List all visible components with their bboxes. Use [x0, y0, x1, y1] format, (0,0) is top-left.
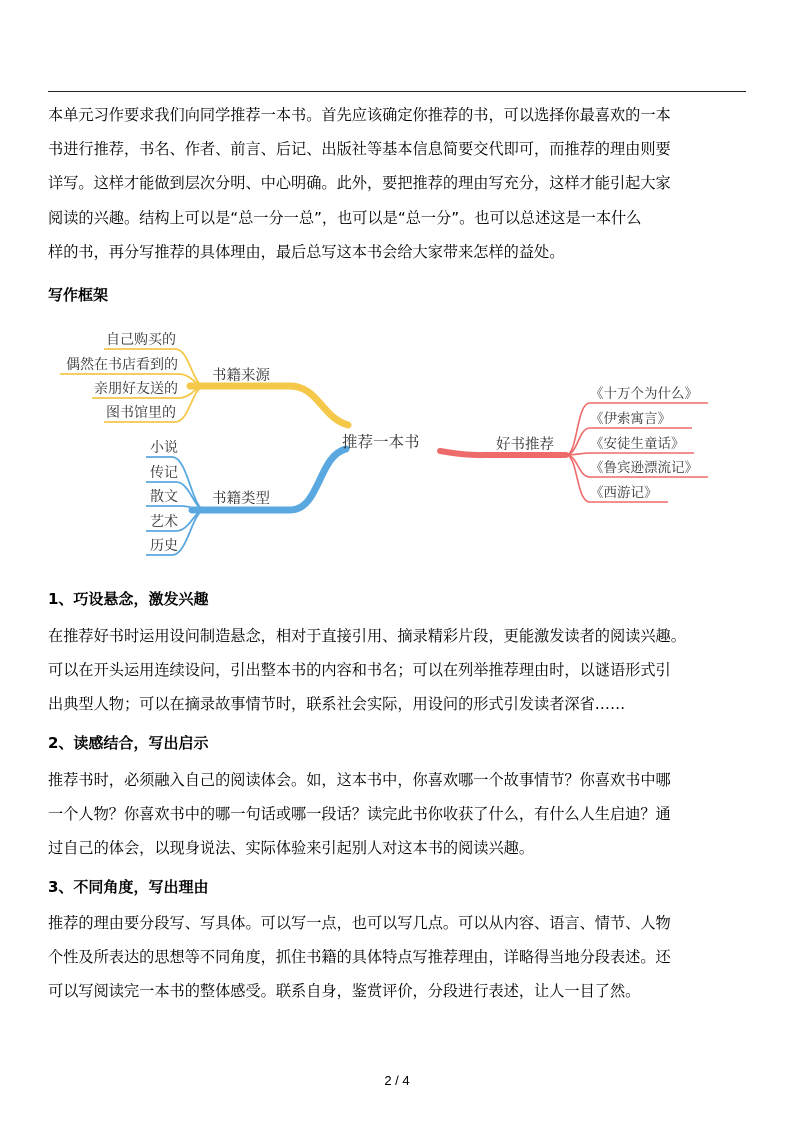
section-paragraph: [48, 763, 748, 866]
section-line: 过自己的体会，以现身说法、实际体验来引起别人对这本书的阅读兴趣。: [48, 839, 534, 858]
section-line: 可以在开头运用连续设问，引出整本书的内容和书名；可以在列举推荐理由时，以谜语形式引: [48, 661, 671, 680]
intro-line: 样的书，再分写推荐的具体理由，最后总写这本书会给大家带来怎样的益处。: [48, 242, 565, 261]
type-item: 散文: [150, 489, 178, 505]
intro-line: 详写。这样才能做到层次分明、中心明确。此外，要把推荐的理由写充分，这样才能引起大家: [48, 174, 671, 193]
mindmap-type-branch: [146, 440, 346, 555]
source-item: 亲朋好友送的: [94, 381, 178, 397]
section-line: 在推荐好书时运用设问制造悬念，相对于直接引用、摘录精彩片段，更能激发读者的阅读兴趣。: [48, 627, 686, 645]
type-item: 艺术: [150, 514, 178, 530]
source-item: 自己购买的: [106, 332, 176, 348]
section-line: 出典型人物；可以在摘录故事情节时，联系社会实际，用设问的形式引发读者深省……: [48, 695, 626, 714]
intro-line: 本单元习作要求我们向同学推荐一本书。首先应该确定你推荐的书，可以选择你最喜欢的一本: [48, 106, 671, 124]
section-line: 推荐书时，必须融入自己的阅读体会。如，这本书中，你喜欢哪一个故事情节？你喜欢书中哪: [48, 771, 671, 789]
recommend-item: 《西游记》: [590, 485, 658, 501]
recommend-item: 《十万个为什么》: [590, 386, 698, 402]
section-heading: 3、不同角度，写出理由: [48, 878, 209, 896]
recommend-label: 好书推荐: [496, 437, 554, 453]
source-item: 图书馆里的: [106, 405, 176, 421]
mindmap-recommend-branch: [440, 385, 708, 502]
section-heading: 2、读感结合，写出启示: [48, 734, 209, 752]
type-item: 小说: [150, 440, 178, 456]
section-line: 一个人物？你喜欢书中的哪一句话或哪一段话？读完此书你收获了什么，有什么人生启迪？通: [48, 805, 671, 824]
source-label: 书籍来源: [212, 368, 270, 384]
mindmap-center-topic: 推荐一本书: [342, 433, 420, 451]
section-paragraph: [48, 906, 748, 1009]
source-main-curve: [190, 386, 348, 425]
section-line: 推荐的理由要分段写、写具体。可以写一点，也可以写几点。可以从内容、语言、情节、人物: [48, 914, 671, 932]
section-heading: 1、巧设悬念，激发兴趣: [48, 590, 209, 608]
page-indicator: 2 / 4: [384, 1073, 410, 1088]
framework-heading: 写作框架: [48, 286, 109, 304]
type-item: 传记: [150, 465, 178, 481]
mindmap-source-branch: [60, 332, 348, 425]
recommend-item: 《安徒生童话》: [590, 436, 685, 452]
recommend-item: 《伊索寓言》: [590, 411, 671, 427]
intro-line: 书进行推荐，书名、作者、前言、后记、出版社等基本信息简要交代即可，而推荐的理由则要: [48, 140, 671, 159]
recommend-item: 《鲁宾逊漂流记》: [590, 460, 698, 476]
intro-line: 阅读的兴趣。结构上可以是“总一分一总”，也可以是“总一分”。也可以总述这是一本什么: [48, 208, 642, 227]
section-line: 可以写阅读完一本书的整体感受。联系自身，鉴赏评价，分段进行表述，让人一目了然。: [48, 982, 641, 1001]
recommend-leaf-line: [566, 453, 694, 455]
source-item: 偶然在书店看到的: [66, 357, 178, 373]
type-item: 历史: [150, 538, 178, 554]
section-paragraph: [48, 619, 748, 722]
type-label: 书籍类型: [212, 491, 270, 507]
section-line: 个性及所表达的思想等不同角度，抓住书籍的具体特点写推荐理由，详略得当地分段表述。还: [48, 948, 671, 967]
